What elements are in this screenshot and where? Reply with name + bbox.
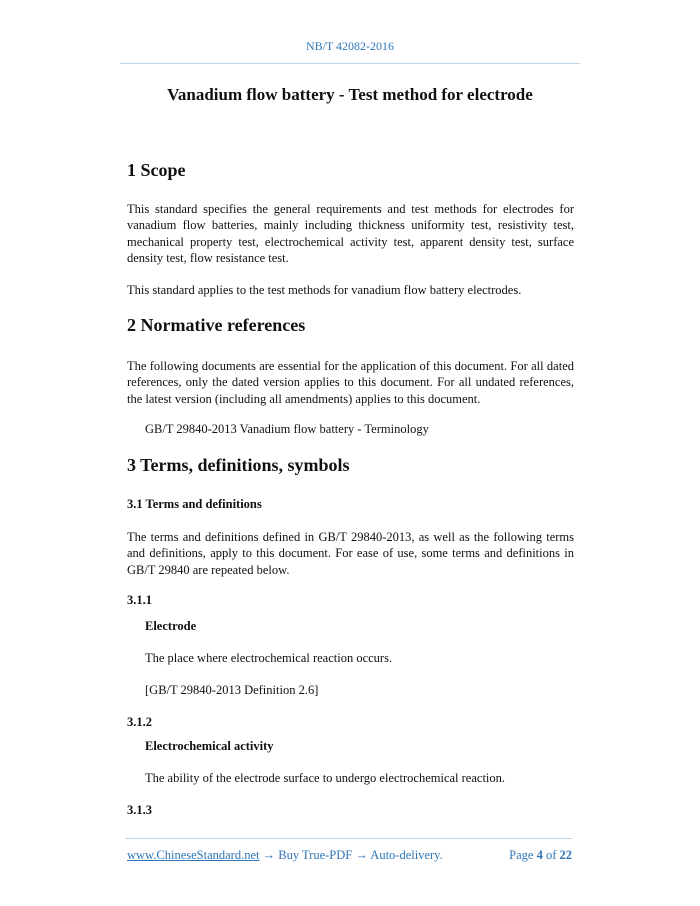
footer xyxy=(127,848,572,863)
page-total: 22 xyxy=(559,848,572,862)
term-source: [GB/T 29840-2013 Definition 2.6] xyxy=(145,683,319,697)
footer-promo-text: → Buy True-PDF → Auto-delivery. xyxy=(259,848,443,862)
paragraph: The following documents are essential for the application of this document. For all dated references, only the dated version applies to this document. For all undated references, the latest version (including all amendments) applies to this document. xyxy=(127,359,574,406)
document-title: Vanadium flow battery - Test method for electrode xyxy=(167,85,533,104)
header-doc-code: NB/T 42082-2016 xyxy=(305,39,395,53)
paragraph: This standard applies to the test methods for vanadium flow battery electrodes. xyxy=(127,283,522,297)
term-number: 3.1.2 xyxy=(127,715,152,729)
section-heading-normative-references: 2 Normative references xyxy=(127,315,306,335)
term-definition: The ability of the electrode surface to undergo electrochemical reaction. xyxy=(145,771,506,785)
footer-link[interactable]: www.ChineseStandard.net xyxy=(127,848,260,862)
page-number: 4 xyxy=(536,848,543,862)
of-label: of xyxy=(545,848,557,862)
section-heading-terms: 3 Terms, definitions, symbols xyxy=(127,455,350,475)
term-number: 3.1.3 xyxy=(127,803,152,817)
term-number: 3.1.1 xyxy=(127,593,152,607)
page-indicator xyxy=(509,848,572,863)
term-name: Electrode xyxy=(145,619,197,633)
reference-item: GB/T 29840-2013 Vanadium flow battery - Terminology xyxy=(145,422,429,436)
term-definition: The place where electrochemical reaction occurs. xyxy=(145,651,393,665)
subsection-heading: 3.1 Terms and definitions xyxy=(127,497,262,511)
paragraph: This standard specifies the general requirements and test methods for electrodes for vanadium flow batteries, mainly including thickness uniformity test, resistivity test, mechanical property test, electrochemical activity test, apparent density test, surface density test, flow resistance test. xyxy=(127,202,574,265)
term-name: Electrochemical activity xyxy=(145,739,274,753)
section-heading-scope: 1 Scope xyxy=(127,160,186,180)
page-label: Page xyxy=(509,848,534,862)
header-divider xyxy=(120,63,580,64)
footer-promo xyxy=(127,848,443,863)
footer-divider xyxy=(125,838,572,839)
paragraph: The terms and definitions defined in GB/T 29840-2013, as well as the following terms and definitions, apply to this document. For ease of use, some terms and definitions in GB/T 29840 are repeated below. xyxy=(127,530,574,577)
